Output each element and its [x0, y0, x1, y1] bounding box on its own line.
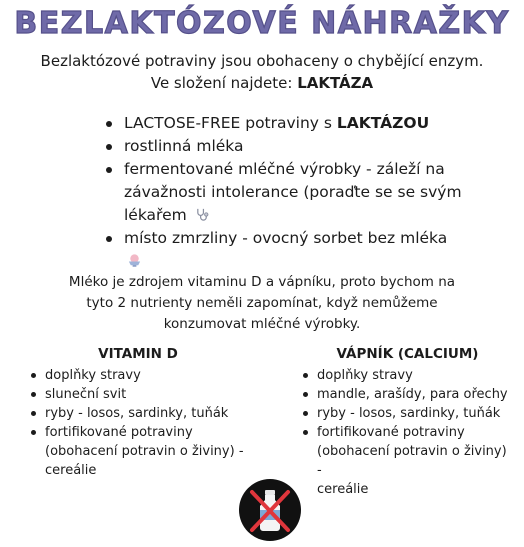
- intro-text: [0, 50, 524, 94]
- list-item-plant-milks: [104, 135, 464, 158]
- list-item-sorbet: [104, 227, 464, 273]
- ice-cream-bowl-icon: [127, 253, 142, 268]
- milk-note-line: Mléko je zdrojem vitaminu D a vápníku, proto bychom na: [68, 274, 456, 290]
- list-item-text: fermentované mléčné výrobky - záleží na: [124, 160, 445, 178]
- milk-note: [60, 272, 464, 335]
- vitamin-d-heading: VITAMIN D: [98, 346, 178, 362]
- list-item: sluneční svit: [28, 385, 268, 404]
- list-item-text: cereálie: [45, 463, 97, 478]
- vitamin-d-column: [28, 345, 268, 480]
- list-item-text: fortifikované potraviny: [317, 425, 465, 440]
- milk-note-line: tyto 2 nutrienty neměli zapomínat, když nemůžeme: [86, 295, 438, 311]
- list-item-text: (obohacení potravin o živiny) -: [45, 444, 244, 459]
- list-item: [28, 423, 268, 480]
- milk-note-line: konzumovat mléčné výrobky.: [163, 316, 361, 332]
- vitamin-d-list: [28, 366, 268, 480]
- list-item: ryby - losos, sardinky, tuňák: [28, 404, 268, 423]
- stethoscope-icon: [195, 207, 210, 222]
- calcium-heading: VÁPNÍK (CALCIUM): [336, 346, 479, 362]
- list-item: ryby - losos, sardinky, tuňák: [300, 404, 515, 423]
- calcium-column: [300, 345, 515, 499]
- list-item-text: místo zmrzliny - ovocný sorbet bez mléka: [124, 229, 448, 247]
- calcium-list: [300, 366, 515, 499]
- list-item-fermented: [104, 158, 464, 227]
- intro-line-1: Bezlaktózové potraviny jsou obohaceny o chybějící enzym.: [40, 52, 484, 70]
- list-item: mandle, arašídy, para ořechy: [300, 385, 515, 404]
- list-item-bold-text: LAKTÁZOU: [336, 114, 430, 132]
- list-item-text: LACTOSE-FREE potraviny s: [124, 114, 337, 132]
- intro-enzyme-name: LAKTÁZA: [297, 74, 374, 92]
- intro-line-2: [0, 72, 524, 94]
- list-item: doplňky stravy: [300, 366, 515, 385]
- list-item-text: (obohacení potravin o živiny) -: [317, 444, 507, 478]
- list-item-text: lékařem: [124, 206, 187, 224]
- list-item: [300, 423, 515, 499]
- list-item-lactose-free: [104, 112, 464, 135]
- page-title: BEZLAKTÓZOVÉ NÁHRAŽKY: [14, 6, 510, 41]
- list-item-text: závažnosti intolerance (poraďte se se svým: [124, 183, 462, 201]
- no-milk-icon: [238, 478, 302, 542]
- list-item-text: cereálie: [317, 482, 369, 497]
- substitutes-list: [104, 112, 464, 273]
- list-item: doplňky stravy: [28, 366, 268, 385]
- list-item-text: fortifikované potraviny: [45, 425, 193, 440]
- intro-line-2-prefix: Ve složení najdete:: [150, 74, 298, 92]
- list-item-text: rostlinná mléka: [124, 137, 244, 155]
